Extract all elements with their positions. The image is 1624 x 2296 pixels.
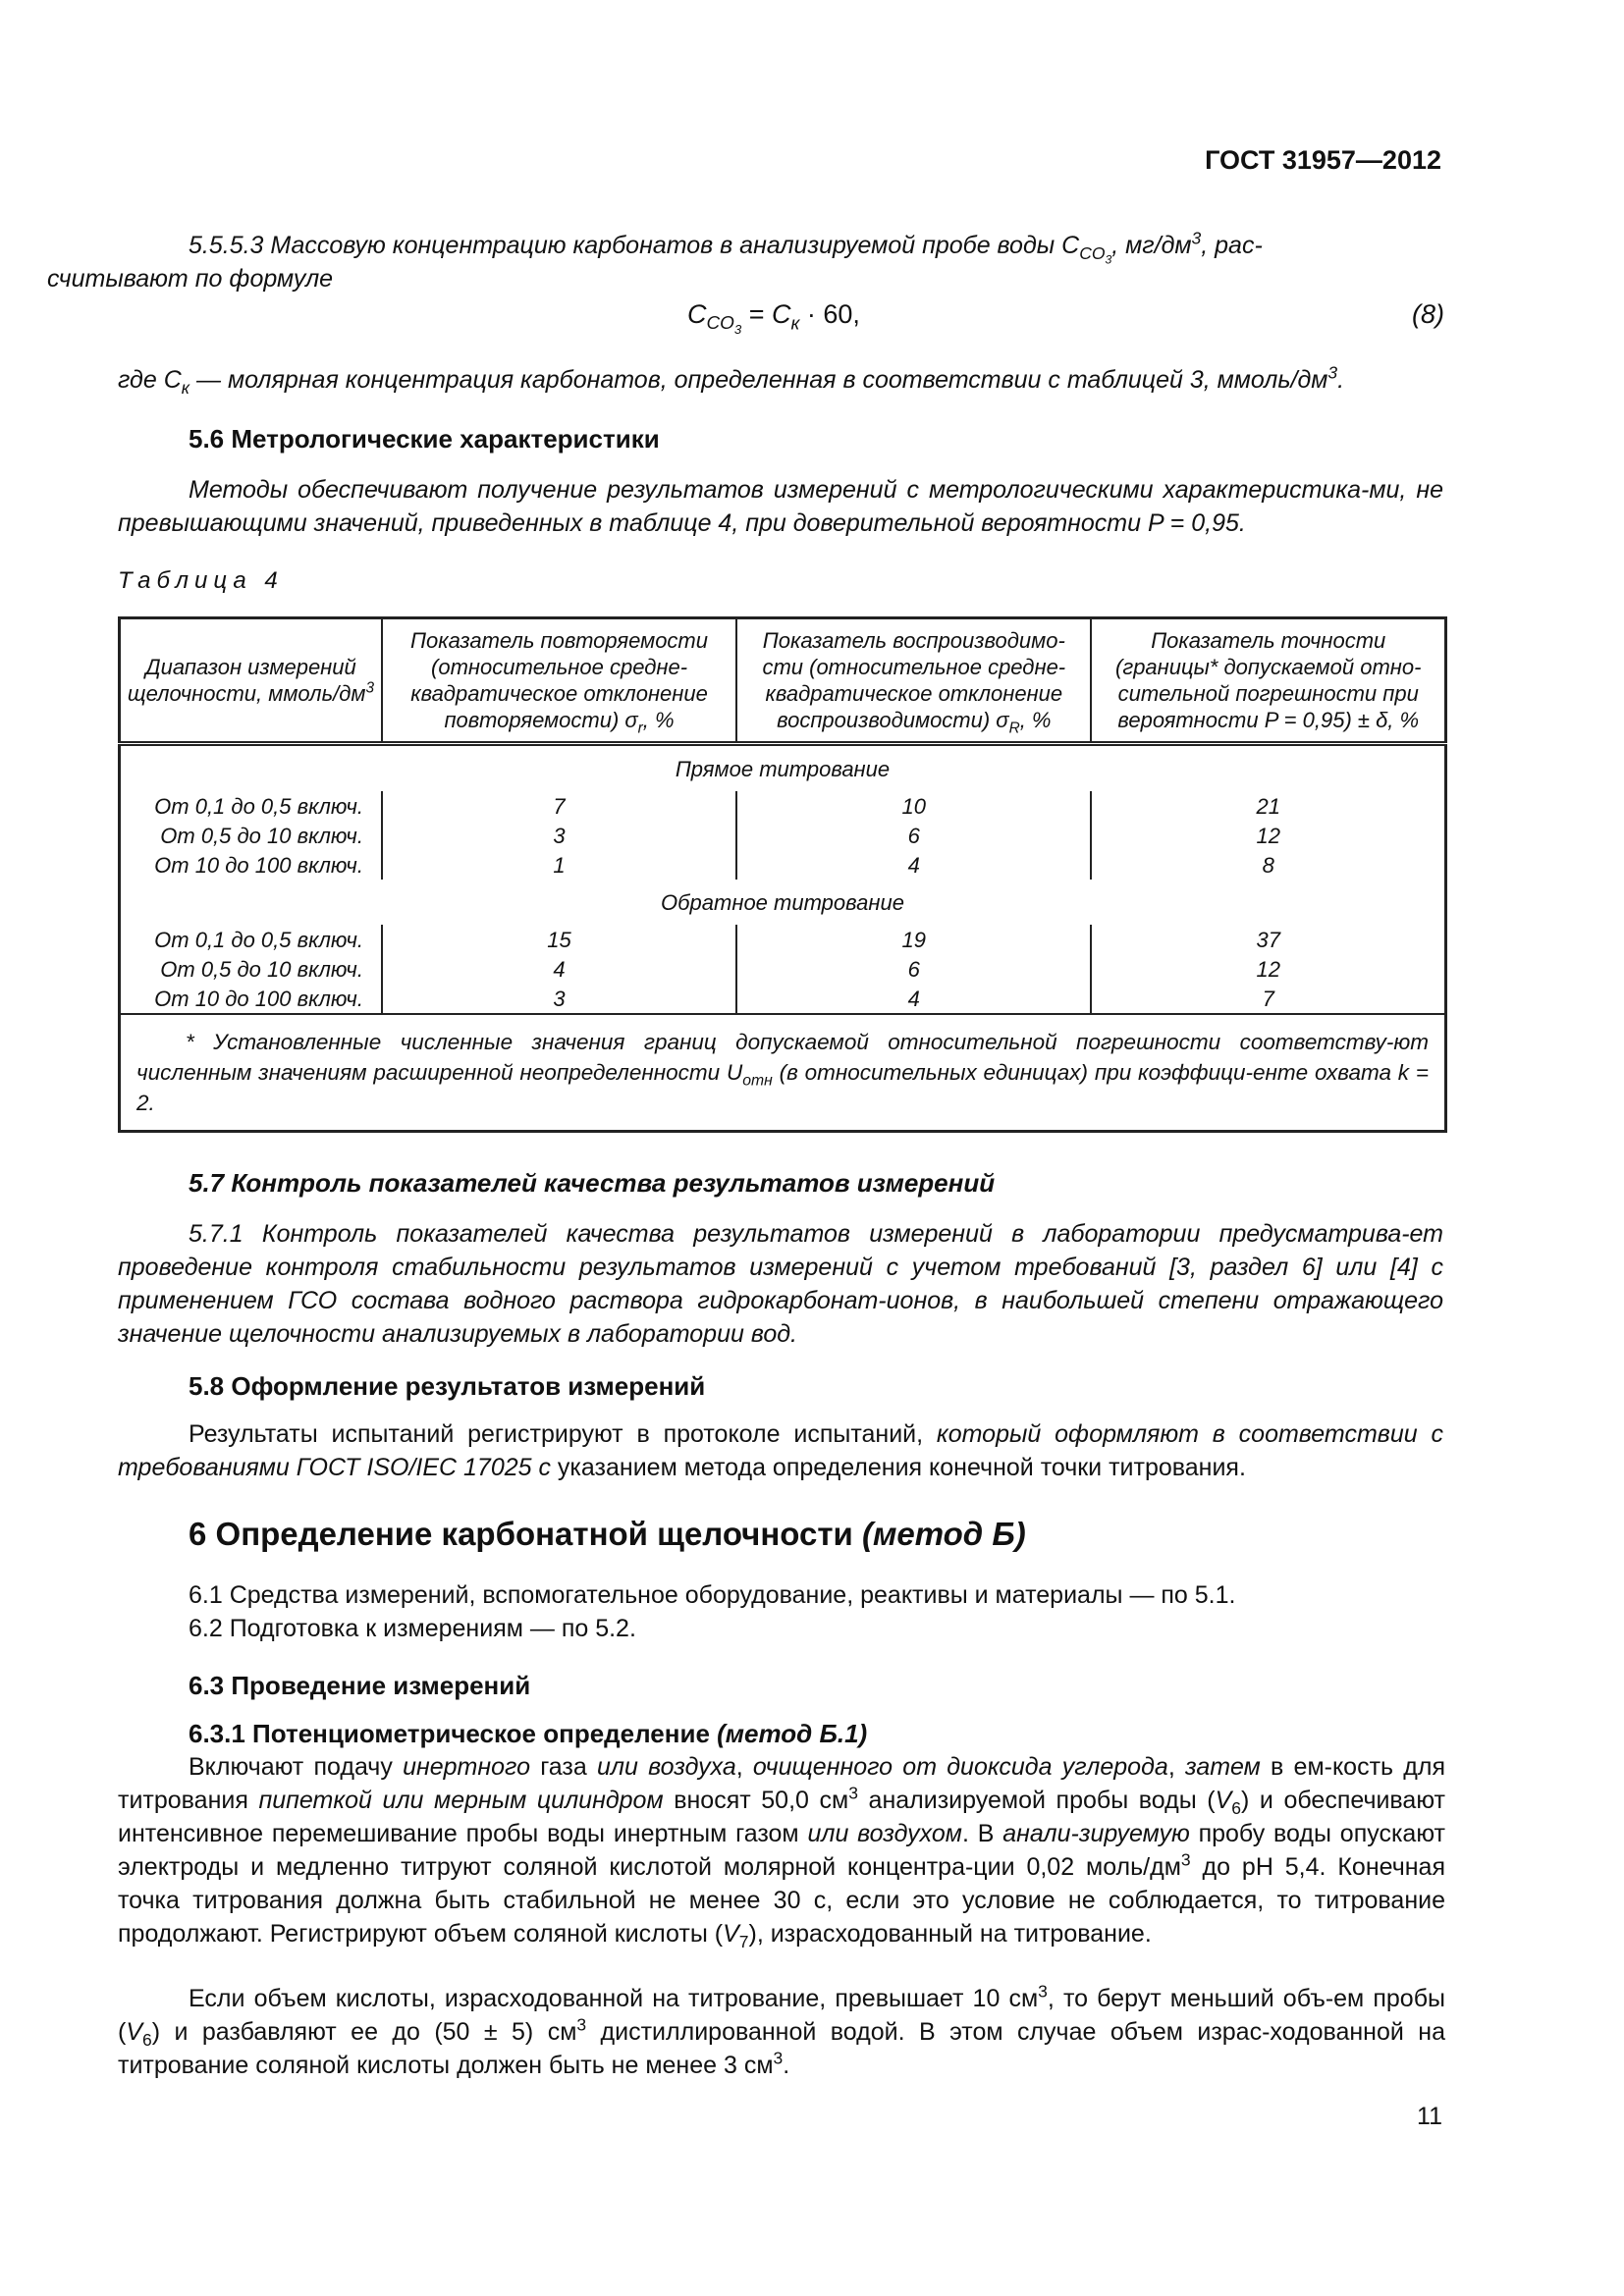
section-5-8-text: Результаты испытаний регистрируют в протоколе испытаний, который оформляют в соответствии с требованиями ГОСТ ISO/IEC 17025 с указанием метода определения конечной точки титрования. [118, 1420, 1443, 1481]
table-row: От 0,1 до 0,5 включ. 7 10 21 [120, 791, 1446, 821]
where-clause: где $C_к$ — молярная концентрация карбонатов, определенная в соответствии с таблицей 3, ммоль/$дм^3$. [118, 362, 1345, 398]
paragraph-6-3-1-2: Если объем кислоты, израсходованной на титрование, превышает 10 $см^3$, то берут меньший объ-ем пробы $(V_6)$ и разбавляют ее до (50 ± 5) $см^3$ дистиллированной водой. В этом случае объем израс-ходованной на титрование соляной кислоты должен быть не менее 3 $см^3$. [118, 1981, 1445, 2079]
page-number: 11 [1417, 2103, 1442, 2130]
header-reproducibility: Показатель воспроизводимо-сти (относительное средне-квадратическое отклонение воспроизводимости) $\sigma_R$, % [736, 618, 1091, 744]
table-row: От 10 до 100 включ. 1 4 8 [120, 850, 1446, 880]
symbol-c-co3: $C_{CO_3}$ [1061, 232, 1112, 267]
table-4 [118, 616, 1447, 1133]
section-5-6-text: Методы обеспечивают получение результатов измерений с метрологическими характеристика-ми, не превышающими значений, приведенных в таблице 4, при доверительной вероятности P = 0,95. [118, 476, 1443, 537]
section-6-3-1-title: 6.3.1 Потенциометрическое определение (метод Б.1) [189, 1719, 868, 1748]
document-header: ГОСТ 31957—2012 [1205, 145, 1441, 175]
table-row: От 10 до 100 включ. 3 4 7 [120, 984, 1446, 1014]
table-footnote: * Установленные численные значения границ допускаемой относительной погрешности соответству-ют численным значениям расширенной неопределенности $U_{отн}$ (в относительных единицах) при коэффици-енте охвата k = 2. [120, 1014, 1446, 1132]
section-5-7-title: 5.7 Контроль показателей качества результатов измерений [189, 1168, 996, 1198]
section-6-title: 6 Определение карбонатной щелочности (метод Б) [189, 1516, 1026, 1552]
paragraph-6-3-1: Включают подачу инертного газа или воздуха, очищенного от диоксида углерода, затем в ем-кость для титрования пипеткой или мерным цилиндром вносят 50,0 $см^3$ анализируемой пробы воды $(V_6)$ и обеспечивают интенсивное перемешивание пробы воды инертным газом или воздухом. В анали-зируемую пробу воды опускают электроды и медленно титруют соляной кислотой молярной концентра-ции 0,02 моль/$дм^3$ до pH 5,4. Конечная точка титрования должна быть стабильной не менее 30 с, если это условие не соблюдается, то титрование продолжают. Регистрируют объем соляной кислоты $(V_7)$, израсходованный на титрование. [118, 1753, 1445, 1951]
header-repeatability: Показатель повторяемости (относительное средне-квадратическое отклонение повторяемости) $\sigma_r$, % [382, 618, 736, 744]
table-4-caption: Таблица 4 [118, 567, 284, 594]
section-6-1: 6.1 Средства измерений, вспомогательное оборудование, реактивы и материалы — по 5.1. [189, 1581, 1236, 1609]
table-note-row [120, 1014, 1446, 1132]
table-row: От 0,1 до 0,5 включ. 15 19 37 [120, 925, 1446, 954]
table-header-row [120, 618, 1446, 744]
section-5-6-title: 5.6 Метрологические характеристики [189, 424, 660, 454]
section-row-reverse: Обратное титрование [661, 889, 904, 915]
section-6-2: 6.2 Подготовка к измерениям — по 5.2. [189, 1615, 636, 1642]
paragraph-5-5-5-3: 5.5.5.3 Массовую концентрацию карбонатов в анализируемой пробе воды $C_{CO_3}$, $мг/дм^3$, рас- считывают по формуле [47, 228, 1263, 293]
section-6-3-title: 6.3 Проведение измерений [189, 1671, 531, 1700]
header-accuracy: Показатель точности (границы* допускаемой отно-сительной погрешности при вероятности P = 0,95) ± δ, % [1091, 618, 1445, 744]
table-row: От 0,5 до 10 включ. 4 6 12 [120, 954, 1446, 984]
formula-8: $C_{CO_3} = C_к \cdot 60$, [687, 299, 860, 338]
formula-number: (8) [1412, 299, 1444, 329]
section-5-7-text: 5.7.1 Контроль показателей качества результатов измерений в лаборатории предусматрива-ет проведение контроля стабильности результатов измерений с учетом требований [3, раздел 6] или [4] с применением ГСО состава водного раствора гидрокарбонат-ионов, в наибольшей степени отражающего значение щелочности анализируемых в лаборатории вод. [118, 1220, 1443, 1348]
table-row: От 0,5 до 10 включ. 3 6 12 [120, 821, 1446, 850]
section-5-8-title: 5.8 Оформление результатов измерений [189, 1371, 706, 1401]
header-range: Диапазон измерений щелочности, ммоль/$дм^3$ [120, 618, 382, 744]
section-row-direct: Прямое титрование [675, 756, 891, 781]
